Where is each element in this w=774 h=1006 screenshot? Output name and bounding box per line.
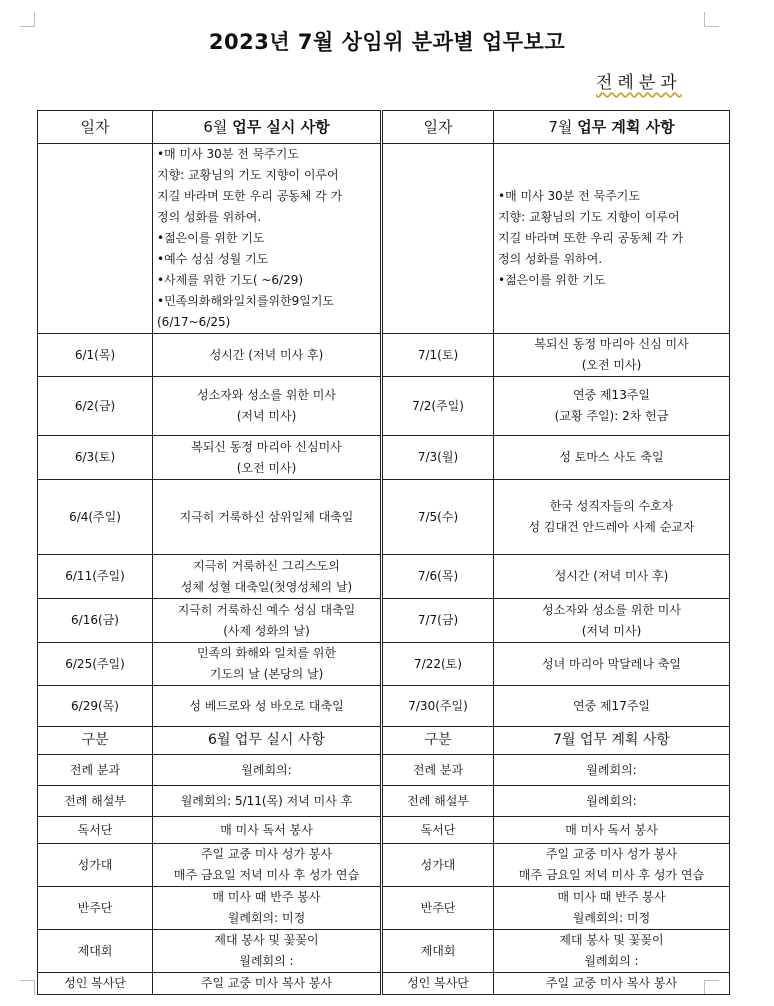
june-event-cell [153,643,382,686]
schedule-row [38,436,730,480]
july-date-cell: 7/30(주일) [382,686,494,727]
june-title: 업무 실시 사항 [232,117,330,136]
intro-date-cell [38,144,153,334]
section-header-row [38,727,730,755]
july-event-cell [494,686,730,727]
cell-line: 성 베드로와 성 바오로 대축일 [189,698,344,713]
group-row [38,930,730,973]
july-date-cell: 7/7(금) [382,599,494,643]
june-date-cell: 6/11(주일) [38,555,153,599]
cell-line: 월례회의 : [239,954,294,968]
july-activity-cell [494,755,730,786]
cell-line: 매 미사 때 반주 봉사 [557,890,666,904]
july-activity-cell [494,887,730,930]
july-date-cell: 7/2(주일) [382,377,494,436]
cell-line: (교황 주일): 2차 헌금 [554,409,669,423]
june-group-cell: 성인 복사단 [38,973,153,995]
july-event-cell [494,377,730,436]
cell-line: 매주 금요일 저녁 미사 후 성가 연습 [173,868,360,882]
june-activity-cell [153,930,382,973]
schedule-row [38,599,730,643]
july-group-cell: 성가대 [382,844,494,887]
july-event-cell [494,555,730,599]
cell-line: •젊은이를 위한 기도 [498,273,606,287]
july-activity-cell [494,786,730,817]
june-group-cell: 전례 해설부 [38,786,153,817]
cell-line: 월례회의: [241,762,292,777]
june-activity-cell [153,844,382,887]
cell-line: •젊은이를 위한 기도 [157,231,265,245]
group-row [38,786,730,817]
june-event-cell [153,599,382,643]
july-event-cell [494,436,730,480]
cell-line: (오전 미사) [236,460,297,475]
group-row [38,844,730,887]
july-section-header: 7월 업무 계획 사항 [494,727,730,755]
cell-line: 월례회의: [586,762,637,777]
cell-line: 매 미사 독서 봉사 [220,822,313,837]
july-event-cell [494,599,730,643]
schedule-row [38,643,730,686]
cell-line: 지극히 거룩하신 삼위일체 대축일 [179,509,354,524]
cell-line: 연중 제17주일 [572,698,651,713]
july-group-cell: 전례 분과 [382,755,494,786]
july-event-cell [494,334,730,377]
schedule-row [38,555,730,599]
june-activity-cell [153,755,382,786]
july-date-cell: 7/22(토) [382,643,494,686]
page-corner-mark [704,12,719,27]
cell-line: 성소자와 성소를 위한 미사 [197,388,336,402]
cell-line: 월례회의: 미정 [227,911,306,925]
group-row [38,887,730,930]
june-date-cell: 6/3(토) [38,436,153,480]
june-group-cell: 반주단 [38,887,153,930]
june-header [153,111,382,144]
june-group-cell: 전례 분과 [38,755,153,786]
june-activity-cell [153,786,382,817]
cell-line: 정의 성화를 위하여. [498,252,603,266]
intro-date-cell [382,144,494,334]
june-section-header: 6월 업무 실시 사항 [153,727,382,755]
july-date-cell: 7/6(목) [382,555,494,599]
header-row [38,111,730,144]
schedule-row [38,480,730,555]
cell-line: 지향: 교황님의 기도 지향이 이루어 [157,168,339,182]
cell-line: (6/17~6/25) [157,315,231,329]
schedule-row [38,686,730,727]
july-activity-cell [494,930,730,973]
july-group-cell: 성인 복사단 [382,973,494,995]
july-activity-cell [494,973,730,995]
cell-line: 지길 바라며 또한 우리 공동체 각 가 [498,231,684,245]
june-intro-cell [153,144,382,334]
june-date-cell: 6/16(금) [38,599,153,643]
july-month: 7월 [548,117,573,136]
june-activity-cell [153,817,382,844]
group-row [38,755,730,786]
cell-line: 제대 봉사 및 꽃꽂이 [559,933,664,947]
cell-line: •매 미사 30분 전 묵주기도 [157,147,299,161]
cell-line: 복되신 동정 마리아 신심 미사 [534,337,689,351]
cell-line: •민족의화해와일치를위한9일기도 [157,294,335,308]
group-row [38,973,730,995]
july-group-cell: 반주단 [382,887,494,930]
cell-line: 민족의 화해와 일치를 위한 [197,646,336,660]
schedule-row [38,334,730,377]
cell-line: 복되신 동정 마리아 신심미사 [191,439,342,454]
cell-line: 월례회의: [586,793,637,808]
page-corner-mark [20,12,35,27]
cell-line: 주일 교중 미사 복사 봉사 [545,976,678,990]
june-group-cell: 제대회 [38,930,153,973]
july-intro-cell [494,144,730,334]
cell-line: 정의 성화를 위하여. [157,210,262,224]
june-activity-cell [153,973,382,995]
department-label: 전례분과 [596,73,682,93]
cell-line: 연중 제13주일 [572,388,651,402]
july-group-cell: 독서단 [382,817,494,844]
category-header: 구분 [38,727,153,755]
cell-line: 지극히 거룩하신 예수 성심 대축일 [177,602,356,617]
cell-line: 성체 성혈 대축일(첫영성체의 날) [180,579,353,594]
intro-row [38,144,730,334]
july-event-cell [494,643,730,686]
cell-line: 매 미사 때 반주 봉사 [212,890,321,904]
cell-line: •사제를 위한 기도( ~6/29) [157,273,304,287]
cell-line: •예수 성심 성월 기도 [157,252,269,266]
cell-line: 성 김대건 안드레아 사제 순교자 [528,520,695,534]
cell-line: 월례회의 : [584,954,639,968]
june-group-cell: 성가대 [38,844,153,887]
document-title: 2023년 7월 상임위 분과별 업무보고 [208,30,566,54]
june-event-cell [153,377,382,436]
cell-line: 지극히 거룩하신 그리스도의 [193,558,340,573]
july-activity-cell [494,817,730,844]
july-header [494,111,730,144]
cell-line: (저녁 미사) [236,409,297,423]
july-date-cell: 7/1(토) [382,334,494,377]
cell-line: (오전 미사) [581,358,642,372]
june-date-cell: 6/2(금) [38,377,153,436]
cell-line: 주일 교중 미사 성가 봉사 [200,847,333,861]
july-group-cell: 전례 해설부 [382,786,494,817]
july-date-cell: 7/5(수) [382,480,494,555]
july-date-cell: 7/3(월) [382,436,494,480]
date-header: 일자 [38,111,153,144]
group-row [38,817,730,844]
page-corner-mark [20,980,35,995]
june-group-cell: 독서단 [38,817,153,844]
cell-line: 지길 바라며 또한 우리 공동체 각 가 [157,189,343,203]
june-date-cell: 6/29(목) [38,686,153,727]
june-event-cell [153,555,382,599]
cell-line: (사제 성화의 날) [223,623,310,638]
june-event-cell [153,686,382,727]
june-activity-cell [153,887,382,930]
cell-line: 성 토마스 사도 축일 [559,450,664,464]
june-date-cell: 6/25(주일) [38,643,153,686]
category-header: 구분 [382,727,494,755]
report-table [37,110,730,995]
cell-line: 한국 성직자들의 수호자 [549,499,674,513]
june-event-cell [153,480,382,555]
july-title: 업무 계획 사항 [577,117,675,136]
june-date-cell: 6/4(주일) [38,480,153,555]
june-event-cell [153,436,382,480]
cell-line: (저녁 미사) [581,623,642,638]
cell-line: 월례회의: 5/11(목) 저녁 미사 후 [180,793,353,808]
cell-line: 매 미사 독서 봉사 [565,822,658,837]
cell-line: 제대 봉사 및 꽃꽂이 [214,933,319,947]
cell-line: 성소자와 성소를 위한 미사 [542,602,681,617]
cell-line: 지향: 교황님의 기도 지향이 이루어 [498,210,680,224]
july-activity-cell [494,844,730,887]
cell-line: 매주 금요일 저녁 미사 후 성가 연습 [518,868,705,882]
cell-line: 성시간 (저녁 미사 후) [554,569,669,583]
june-date-cell: 6/1(목) [38,334,153,377]
schedule-row [38,377,730,436]
date-header: 일자 [382,111,494,144]
cell-line: •매 미사 30분 전 묵주기도 [498,189,640,203]
july-group-cell: 제대회 [382,930,494,973]
cell-line: 월례회의: 미정 [572,911,651,925]
june-month: 6월 [203,117,228,136]
cell-line: 성녀 마리아 막달레나 축일 [542,656,681,671]
july-event-cell [494,480,730,555]
cell-line: 성시간 (저녁 미사 후) [209,347,324,362]
june-event-cell [153,334,382,377]
cell-line: 주일 교중 미사 복사 봉사 [200,976,333,990]
cell-line: 주일 교중 미사 성가 봉사 [545,847,678,861]
cell-line: 기도의 날 (본당의 날) [209,667,324,681]
